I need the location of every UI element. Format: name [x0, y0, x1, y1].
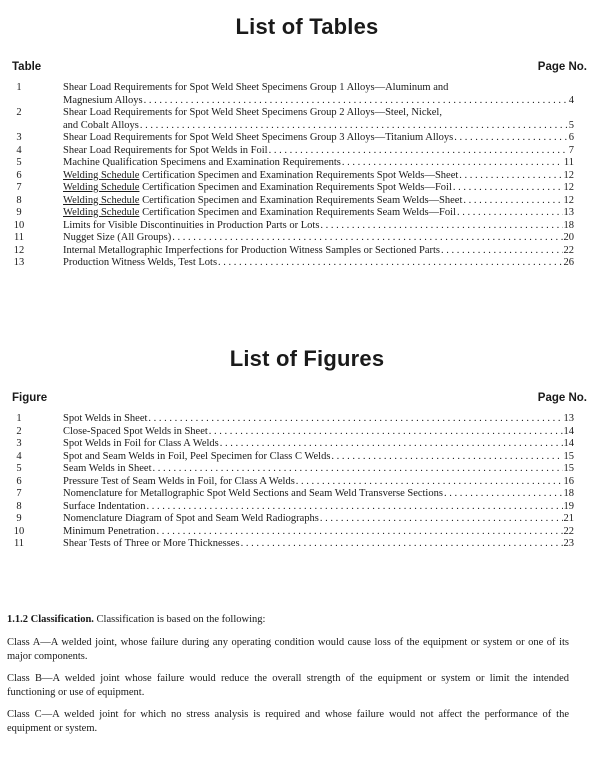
table-entry-dot-leader: [172, 232, 562, 245]
figure-entry-leader-line: [63, 438, 574, 451]
table-entry-number: 1: [16, 82, 22, 93]
table-entry-number: 8: [16, 194, 22, 206]
table-entry-leader-line: [63, 245, 574, 258]
figure-entry-title-text: Nomenclature Diagram of Spot and Seam Weld Radiographs: [63, 513, 319, 524]
figure-entry-dot-leader: [220, 438, 563, 451]
figure-entry-dot-leader: [320, 513, 563, 526]
table-entry-number: 12: [13, 244, 25, 256]
table-entry-title: [63, 95, 143, 108]
figure-entry-row: [0, 438, 614, 451]
table-entry-title-text: Certification Specimen and Examination Requirements Spot Welds—Sheet: [139, 169, 459, 181]
figure-entry-title: [63, 451, 330, 464]
table-entry-title: [63, 170, 458, 183]
table-entry-row: [0, 157, 614, 170]
figure-entry-title-text: Spot Welds in Sheet: [63, 413, 148, 424]
figure-entry-entry: [63, 538, 574, 551]
figure-entry-leader-line: [63, 513, 574, 526]
table-entry-row: [0, 195, 614, 208]
table-entry-title-text: Shear Load Requirements for Spot Welds in Foil: [63, 144, 268, 156]
figure-entry-entry: [63, 526, 574, 539]
table-entry-title: [63, 245, 440, 258]
table-page-header: Page No.: [537, 61, 587, 73]
table-entry-page-number: 18: [563, 219, 574, 231]
table-entry-title-line: Shear Load Requirements for Spot Weld Sheet Specimens Group 2 Alloys—Steel, Nickel,: [63, 107, 442, 118]
table-entry-title-text: Certification Specimen and Examination Requirements Seam Welds—Sheet: [139, 194, 463, 206]
table-entry-number: 4: [16, 144, 22, 156]
table-entry-row: [0, 220, 614, 233]
figure-entry-leader-line: [63, 488, 574, 501]
class-c-paragraph: Class C—A welded joint for which no stress analysis is required and whose failure would not affect the performance of the equipment or system.: [7, 709, 569, 734]
figure-entry-leader-line: [63, 538, 574, 551]
table-entry-number: 10: [13, 219, 25, 231]
table-entry-dot-leader: [342, 157, 563, 170]
table-entry-title-text: Certification Specimen and Examination Requirements Spot Welds—Foil: [139, 182, 452, 193]
table-entry-dot-leader: [218, 257, 562, 270]
table-entry-entry: [63, 245, 574, 258]
figure-entry-title: [63, 538, 240, 551]
table-entry-leader-line: [63, 157, 574, 170]
table-entry-dot-leader: [144, 95, 568, 108]
table-entry-entry: [63, 145, 574, 158]
figure-entry-title-text: Pressure Test of Seam Welds in Foil, for Class A Welds: [63, 475, 295, 487]
figure-entry-page-number: 19: [563, 500, 574, 512]
figure-entry-entry: [63, 463, 574, 476]
figure-entry-title-text: Shear Tests of Three or More Thicknesses: [63, 538, 240, 549]
figure-entry-page-number: 21: [563, 513, 574, 524]
figure-entry-leader-line: [63, 451, 574, 464]
table-entry-page-number: 5: [568, 119, 574, 131]
figure-entry-entry: [63, 513, 574, 526]
table-entry-title-text: Limits for Visible Discontinuities in Production Parts or Lots: [63, 219, 320, 231]
figure-entry-title: [63, 488, 443, 501]
table-entry-number: 9: [16, 207, 22, 218]
table-entry-title-line: Shear Load Requirements for Spot Weld Sheet Specimens Group 1 Alloys—Aluminum and: [63, 82, 449, 93]
table-entry-dot-leader: [441, 245, 562, 258]
class-b-paragraph: Class B—A welded joint whose failure would reduce the overall strength of the equipment or system or limit the intended functioning or use of equipment.: [7, 673, 569, 698]
table-entry-page-number: 12: [563, 182, 574, 193]
table-entry-title-text: Shear Load Requirements for Spot Weld Sheet Specimens Group 3 Alloys—Titanium Alloys: [63, 132, 454, 143]
table-entry-entry: [63, 207, 574, 220]
figure-entry-title-text: Surface Indentation: [63, 500, 146, 512]
table-entry-number: 5: [16, 157, 22, 168]
table-entry-row: [0, 232, 614, 245]
figure-entry-title: [63, 501, 146, 514]
table-entry-title: [63, 120, 139, 133]
figure-entry-number: 4: [16, 450, 22, 462]
table-entry-title-text: and Cobalt Alloys: [63, 119, 139, 131]
figure-entry-entry: [63, 438, 574, 451]
figure-entry-row: [0, 513, 614, 526]
figure-entry-title-text: Close-Spaced Spot Welds in Sheet: [63, 425, 208, 437]
table-entry-row: [0, 207, 614, 220]
table-entry-dot-leader: [457, 207, 563, 220]
classification-heading: [7, 613, 569, 627]
table-entry-dot-leader: [459, 170, 562, 183]
table-entry-title-underlined: Welding Schedule: [63, 207, 140, 218]
figure-entry-dot-leader: [147, 501, 563, 514]
figure-entry-page-number: 15: [563, 463, 574, 474]
figure-entry-page-number: 22: [563, 525, 574, 537]
table-entry-dot-leader: [463, 195, 562, 208]
table-entry-entry: [63, 82, 574, 107]
figure-entry-title: [63, 476, 295, 489]
table-entry-leader-line: [63, 95, 574, 108]
table-entry-title-underlined: Welding Schedule: [63, 169, 140, 181]
table-entry-dot-leader: [453, 182, 563, 195]
figures-list: [0, 413, 614, 551]
table-entry-number: 7: [16, 182, 22, 193]
table-entry-number: 6: [16, 169, 22, 181]
table-entry-leader-line: [63, 120, 574, 133]
figure-entry-title: [63, 426, 208, 439]
figure-entry-leader-line: [63, 501, 574, 514]
table-entry-title-text: Machine Qualification Specimens and Examination Requirements: [63, 157, 341, 168]
figure-entry-page-number: 15: [563, 450, 574, 462]
figure-entry-entry: [63, 501, 574, 514]
table-entry-title: [63, 132, 453, 145]
figure-entry-page-number: 14: [563, 438, 574, 449]
table-entry-row: [0, 82, 614, 107]
figure-entry-title-text: Spot Welds in Foil for Class A Welds: [63, 438, 219, 449]
figure-entry-title-text: Nomenclature for Metallographic Spot Weld Sections and Seam Weld Transverse Sections: [63, 488, 443, 499]
figure-entry-entry: [63, 476, 574, 489]
table-entry-title-text: Certification Specimen and Examination Requirements Seam Welds—Foil: [139, 207, 456, 218]
table-entry-page-number: 6: [568, 132, 574, 143]
table-entry-leader-line: [63, 145, 574, 158]
figure-entry-entry: [63, 488, 574, 501]
table-entry-leader-line: [63, 132, 574, 145]
table-entry-entry: [63, 182, 574, 195]
figure-entry-row: [0, 426, 614, 439]
figure-entry-dot-leader: [296, 476, 563, 489]
table-entry-dot-leader: [269, 145, 568, 158]
figure-entry-title: [63, 463, 152, 476]
figure-entry-page-number: 14: [563, 425, 574, 437]
figure-entry-dot-leader: [241, 538, 563, 551]
figure-entry-row: [0, 488, 614, 501]
table-column-header: Table: [12, 61, 42, 73]
figure-entry-dot-leader: [153, 463, 563, 476]
table-entry-dot-leader: [454, 132, 567, 145]
figure-entry-dot-leader: [331, 451, 562, 464]
figure-entry-number: 3: [16, 438, 22, 449]
table-entry-number: 11: [13, 232, 25, 243]
figure-entry-row: [0, 476, 614, 489]
table-entry-row: [0, 132, 614, 145]
classification-intro: Classification is based on the following:: [93, 614, 266, 625]
figure-entry-number: 6: [16, 475, 22, 487]
table-entry-leader-line: [63, 207, 574, 220]
figure-entry-title-text: Minimum Penetration: [63, 525, 156, 537]
table-entry-title: [63, 220, 319, 233]
tables-list: [0, 82, 614, 270]
table-entry-leader-line: [63, 182, 574, 195]
figure-entry-number: 10: [13, 525, 25, 537]
table-entry-title: [63, 257, 217, 270]
figure-column-header: Figure: [12, 392, 48, 404]
table-entry-number: 3: [16, 132, 22, 143]
figure-entry-row: [0, 413, 614, 426]
figure-entry-dot-leader: [156, 526, 562, 539]
table-entry-leader-line: [63, 220, 574, 233]
table-entry-title-text: Production Witness Welds, Test Lots: [63, 257, 218, 268]
table-entry-title: [63, 232, 171, 245]
table-entry-entry: [63, 132, 574, 145]
table-entry-entry: [63, 157, 574, 170]
table-entry-title-underlined: Welding Schedule: [63, 194, 140, 206]
classification-heading-label: 1.1.2 Classification.: [7, 614, 94, 625]
figure-entry-row: [0, 463, 614, 476]
table-entry-page-number: 11: [563, 157, 574, 168]
table-entry-entry: [63, 195, 574, 208]
figure-entry-title: [63, 513, 319, 526]
table-entry-leader-line: [63, 195, 574, 208]
figure-entry-leader-line: [63, 413, 574, 426]
table-entry-entry: [63, 107, 574, 132]
class-a-paragraph: Class A—A welded joint, whose failure during any operating condition would cause loss of the equipment or system or one of its major components.: [7, 637, 569, 662]
table-entry-title: [63, 195, 462, 208]
table-entry-entry: [63, 220, 574, 233]
figure-entry-number: 11: [13, 538, 25, 549]
table-entry-title: [63, 145, 268, 158]
table-entry-entry: [63, 257, 574, 270]
list-of-figures-title: List of Figures: [229, 346, 385, 371]
figure-entry-number: 2: [16, 425, 22, 437]
table-entry-title-text: Internal Metallographic Imperfections for Production Witness Samples or Sectioned Parts: [63, 244, 441, 256]
table-entry-row: [0, 107, 614, 132]
table-entry-title: [63, 157, 341, 170]
table-entry-page-number: 20: [563, 232, 574, 243]
table-entry-page-number: 26: [563, 257, 574, 268]
figure-entry-leader-line: [63, 476, 574, 489]
table-entry-page-number: 13: [563, 207, 574, 218]
table-entry-leader-line: [63, 170, 574, 183]
figure-entry-dot-leader: [209, 426, 563, 439]
table-entry-row: [0, 182, 614, 195]
figure-entry-row: [0, 501, 614, 514]
figure-entry-leader-line: [63, 463, 574, 476]
table-entry-leader-line: [63, 257, 574, 270]
figure-entry-number: 5: [16, 463, 22, 474]
figure-entry-title-text: Seam Welds in Sheet: [63, 463, 152, 474]
table-entry-dot-leader: [140, 120, 568, 133]
table-entry-row: [0, 257, 614, 270]
table-entry-page-number: 4: [568, 94, 574, 106]
table-entry-title: [63, 182, 452, 195]
list-of-tables-title: List of Tables: [235, 14, 379, 39]
figure-entry-page-number: 18: [563, 488, 574, 499]
table-entry-row: [0, 170, 614, 183]
table-entry-row: [0, 145, 614, 158]
table-entry-page-number: 12: [563, 194, 574, 206]
figure-entry-row: [0, 526, 614, 539]
table-entry-page-number: 12: [563, 169, 574, 181]
table-entry-number: 2: [16, 107, 22, 118]
figure-entry-number: 8: [16, 500, 22, 512]
figure-entry-row: [0, 451, 614, 464]
table-entry-leader-line: [63, 232, 574, 245]
figure-entry-number: 1: [16, 413, 22, 424]
table-entry-title: [63, 207, 456, 220]
figure-entry-entry: [63, 426, 574, 439]
figure-entry-row: [0, 538, 614, 551]
figure-entry-number: 9: [16, 513, 22, 524]
figure-entry-leader-line: [63, 426, 574, 439]
figure-entry-title: [63, 438, 219, 451]
figure-entry-page-number: 16: [563, 475, 574, 487]
figure-entry-entry: [63, 413, 574, 426]
figure-entry-dot-leader: [444, 488, 563, 501]
figure-entry-number: 7: [16, 488, 22, 499]
table-entry-entry: [63, 170, 574, 183]
table-entry-title-text: Magnesium Alloys: [63, 94, 143, 106]
table-entry-entry: [63, 232, 574, 245]
figure-entry-page-number: 23: [563, 538, 574, 549]
figure-page-header: Page No.: [537, 392, 587, 404]
figure-entry-dot-leader: [148, 413, 562, 426]
table-entry-page-number: 7: [568, 144, 574, 156]
figure-entry-leader-line: [63, 526, 574, 539]
table-entry-title-underlined: Welding Schedule: [63, 182, 140, 193]
figure-entry-title-text: Spot and Seam Welds in Foil, Peel Specimen for Class C Welds: [63, 450, 331, 462]
table-entry-dot-leader: [320, 220, 562, 233]
table-entry-row: [0, 245, 614, 258]
table-entry-page-number: 22: [563, 244, 574, 256]
figure-entry-title: [63, 526, 155, 539]
table-entry-title-text: Nugget Size (All Groups): [63, 232, 172, 243]
figure-entry-entry: [63, 451, 574, 464]
figure-entry-title: [63, 413, 147, 426]
figure-entry-page-number: 13: [563, 413, 574, 424]
table-entry-number: 13: [13, 257, 25, 268]
